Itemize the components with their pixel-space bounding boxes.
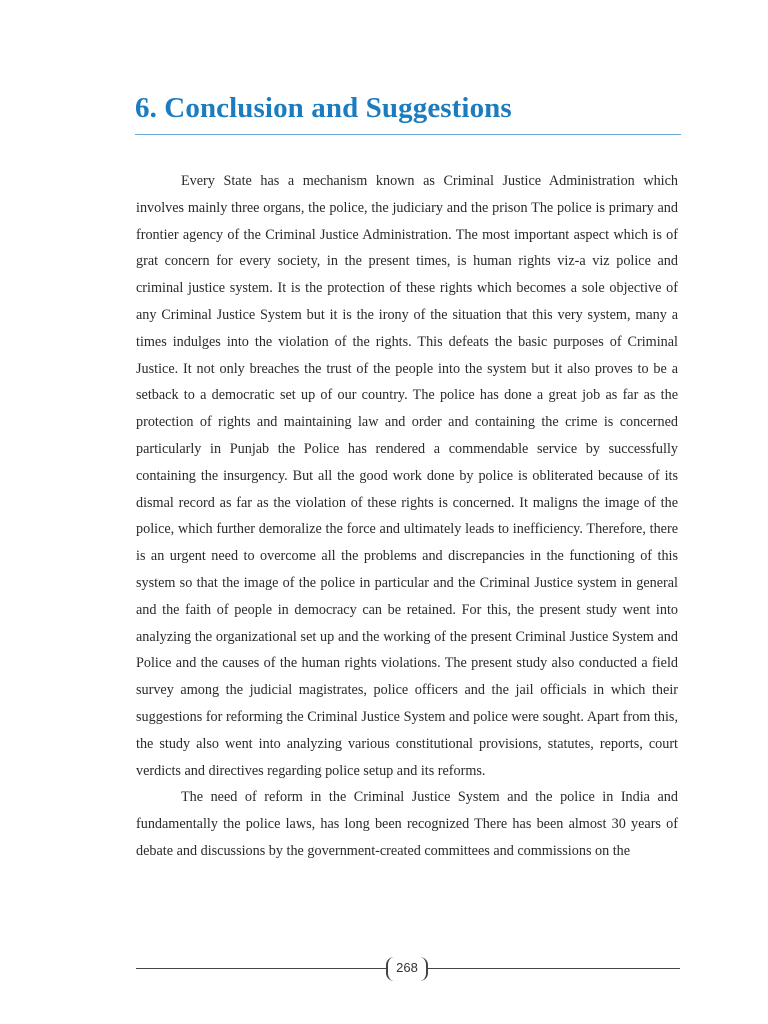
paragraph-2: The need of reform in the Criminal Justice System and the police in India and fundamentally the police laws, has long been recognized There has been almost 30 years of debate and discussions by the government-created committees and commissions on the [136,789,678,859]
title-underline [135,134,681,135]
body-text [136,168,678,865]
page-number: 268 [386,957,428,981]
paragraph-1: Every State has a mechanism known as Criminal Justice Administration which involves mainly three organs, the police, the judiciary and the prison The police is primary and frontier agency of the Criminal Justice Administration. The most important aspect which is of grat concern for every society, in the present times, is human rights viz-a viz police and criminal justice system. It is the protection of these rights which becomes a sole objective of any Criminal Justice System but it is the irony of the situation that this very system, many a times indulges into the violation of the rights. This defeats the basic purposes of Criminal Justice. It not only breaches the trust of the people into the system but it also proves to be a setback to a democratic set up of our country. The police has done a great job as far as the protection of rights and maintaining law and order and containing the crime is concerned particularly in Punjab the Police has rendered a commendable service by successfully containing the insurgency. But all the good work done by police is obliterated because of its dismal record as far as the violation of these rights is concerned. It maligns the image of the police, which further demoralize the force and ultimately leads to inefficiency. Therefore, there is an urgent need to overcome all the problems and discrepancies in the functioning of this system so that the image of the police in particular and the Criminal Justice system in general and the faith of people in democracy can be retained. For this, the present study went into analyzing the organizational set up and the working of the present Criminal Justice System and Police and the causes of the human rights violations. The present study also conducted a field survey among the judicial magistrates, police officers and the jail officials in which their suggestions for reforming the Criminal Justice System and police were sought. Apart from this, the study also went into analyzing various constitutional provisions, statutes, reports, court verdicts and directives regarding police setup and its reforms. [136,173,678,779]
footer-rule-right [428,968,680,969]
footer-rule-left [136,968,386,969]
page-title: 6. Conclusion and Suggestions [135,92,512,124]
